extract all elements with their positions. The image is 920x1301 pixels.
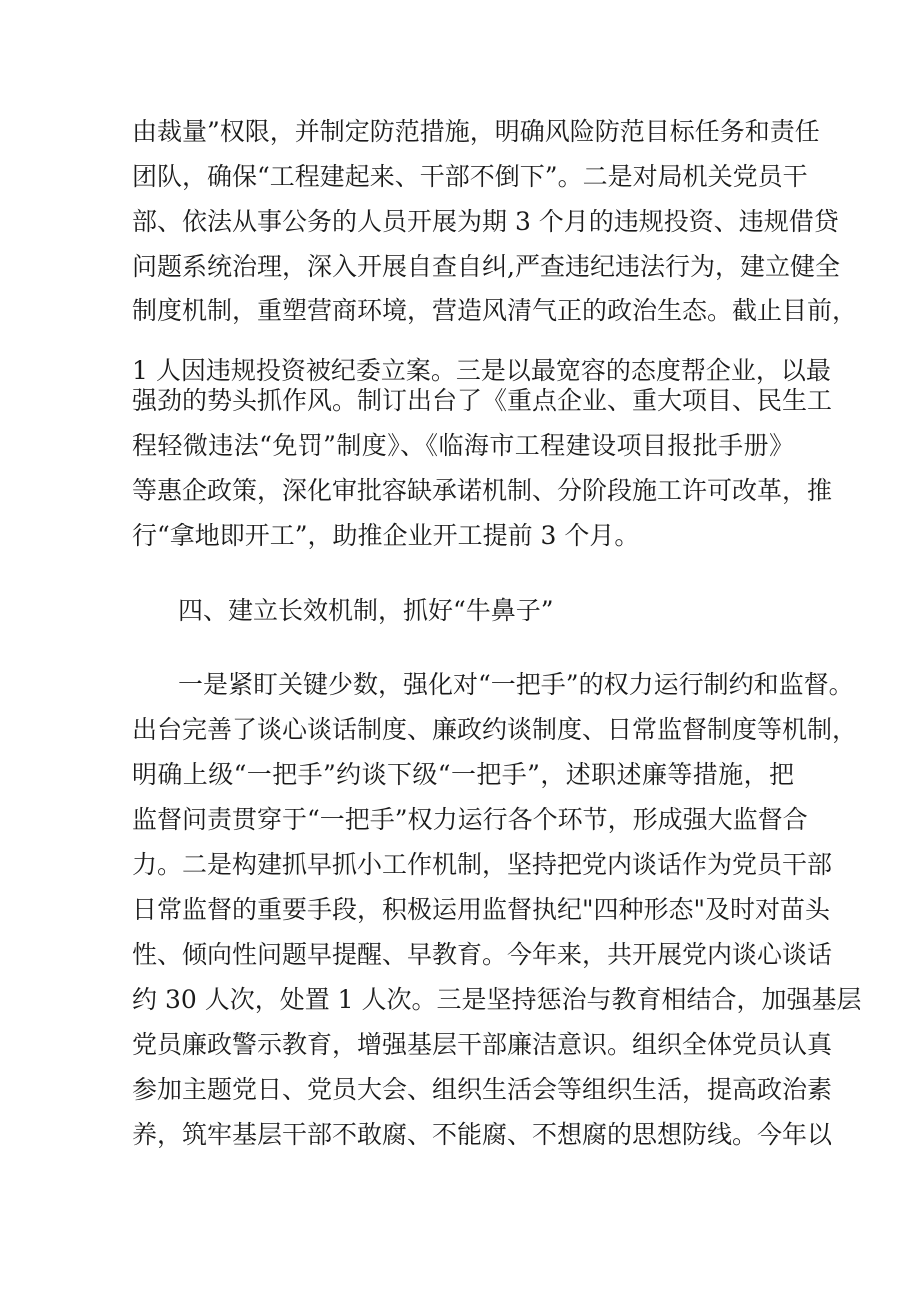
paragraph-2-line-8: 约 30 人次，处置 1 人次。三是坚持惩治与教育相结合，加强基层 — [132, 985, 862, 1014]
paragraph-2-line-1: 一是紧盯关键少数，强化对“一把手”的权力运行制约和监督。 — [178, 670, 854, 699]
paragraph-1-line-7: 强劲的势头抓作风。制订出台了《重点企业、重大项目、民生工 — [132, 386, 833, 415]
paragraph-2-line-6: 日常监督的重要手段，积极运用监督执纪"四种形态"及时对苗头 — [132, 895, 831, 924]
paragraph-2-line-11: 养，筑牢基层干部不敢腐、不能腐、不想腐的思想防线。今年以 — [132, 1120, 833, 1149]
paragraph-2-line-9: 党员廉政警示教育，增强基层干部廉洁意识。组织全体党员认真 — [132, 1030, 833, 1059]
paragraph-1-line-10: 行“拿地即开工”，助推企业开工提前 3 个月。 — [132, 521, 640, 550]
paragraph-2-line-2: 出台完善了谈心谈话制度、廉政约谈制度、日常监督制度等机制， — [132, 715, 858, 744]
paragraph-2-line-10: 参加主题党日、党员大会、组织生活会等组织生活，提高政治素 — [132, 1075, 833, 1104]
paragraph-1-line-6: 1 人因违规投资被纪委立案。三是以最宽容的态度帮企业，以最 — [132, 356, 831, 385]
paragraph-1-line-8: 程轻微违法“免罚”制度》、《临海市工程建设项目报批手册》 — [132, 431, 794, 460]
paragraph-1-line-2: 团队，确保“工程建起来、干部不倒下”。二是对局机关党员干 — [132, 162, 808, 191]
paragraph-1-line-9: 等惠企政策，深化审批容缺承诺机制、分阶段施工许可改革，推 — [132, 476, 833, 505]
paragraph-1-line-5: 制度机制，重塑营商环境，营造风清气正的政治生态。截止目前， — [132, 296, 858, 325]
paragraph-1-line-1: 由裁量”权限，并制定防范措施，明确风险防范目标任务和责任 — [132, 117, 820, 146]
paragraph-2-line-7: 性、倾向性问题早提醒、早教育。今年来，共开展党内谈心谈话 — [132, 940, 833, 969]
paragraph-2-line-3: 明确上级“一把手”约谈下级“一把手”，述职述廉等措施，把 — [132, 760, 794, 789]
paragraph-1-line-4: 问题系统治理，深入开展自查自纠,严查违纪违法行为，建立健全 — [132, 252, 840, 281]
paragraph-2-line-5: 力。二是构建抓早抓小工作机制，坚持把党内谈话作为党员干部 — [132, 850, 833, 879]
section-heading: 四、建立长效机制，抓好“牛鼻子” — [178, 596, 554, 625]
paragraph-2-line-4: 监督问责贯穿于“一把手”权力运行各个环节，形成强大监督合 — [132, 805, 808, 834]
paragraph-1-line-3: 部、依法从事公务的人员开展为期 3 个月的违规投资、违规借贷 — [132, 207, 839, 236]
